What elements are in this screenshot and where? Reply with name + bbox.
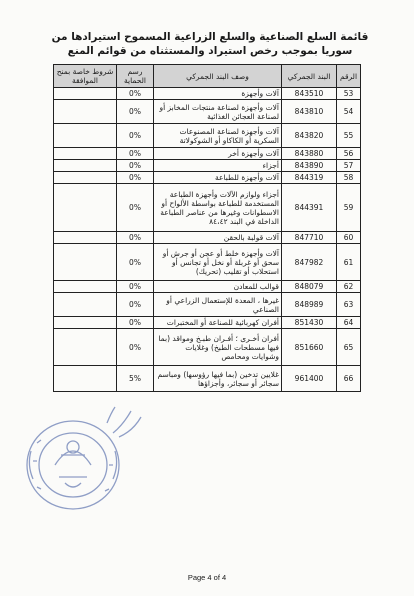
row-description: آلات وأجهزة خلط أو عجن أو جرش أو سحق أو غربلة أو نخل أو تجانس أو استحلاب أو تقليب (تحريك) xyxy=(154,244,282,281)
row-protection-fee: 0% xyxy=(117,148,154,160)
row-special-conditions xyxy=(54,148,117,160)
row-protection-fee: 0% xyxy=(117,232,154,244)
table-row xyxy=(54,172,361,184)
table-row xyxy=(54,244,361,281)
row-customs-code: 961400 xyxy=(282,366,337,392)
row-description: غيرها ، المعدة للإستعمال الزراعي أو الصناعي xyxy=(154,293,282,317)
row-special-conditions xyxy=(54,366,117,392)
row-protection-fee: 0% xyxy=(117,160,154,172)
row-customs-code: 848989 xyxy=(282,293,337,317)
row-special-conditions xyxy=(54,100,117,124)
header-number: الرقم xyxy=(337,65,361,88)
row-customs-code: 843810 xyxy=(282,100,337,124)
row-number: 62 xyxy=(337,281,361,293)
row-protection-fee: 0% xyxy=(117,100,154,124)
row-number: 65 xyxy=(337,329,361,366)
row-customs-code: 851660 xyxy=(282,329,337,366)
table-row xyxy=(54,329,361,366)
row-number: 63 xyxy=(337,293,361,317)
row-description: أفران كهربائية للصناعة أو المختبرات xyxy=(154,317,282,329)
row-customs-code: 843820 xyxy=(282,124,337,148)
row-description: غلايين تدخين (بما فيها رؤوسها) ومباسم سجائر أو سجائر، وأجزاؤها xyxy=(154,366,282,392)
table-row xyxy=(54,160,361,172)
row-number: 55 xyxy=(337,124,361,148)
table-row xyxy=(54,124,361,148)
row-number: 61 xyxy=(337,244,361,281)
row-description: أجزاء ولوازم الآلات وأجهزة الطباعة المستخدمة للطباعة بواسطة الألواح أو الاسطوانات وغيرها من عناصر الطباعة الداخلة في البند ٨٤،٤٢ xyxy=(154,184,282,232)
header-description: وصف البند الجمركي xyxy=(154,65,282,88)
row-customs-code: 847710 xyxy=(282,232,337,244)
row-description: أجزاء xyxy=(154,160,282,172)
row-customs-code: 844319 xyxy=(282,172,337,184)
row-protection-fee: 0% xyxy=(117,244,154,281)
row-description: آلات وأجهزة للطباعة xyxy=(154,172,282,184)
table-row xyxy=(54,317,361,329)
table-row xyxy=(54,232,361,244)
document-title: قائمة السلع الصناعية والسلع الزراعية المسموح استيرادها من سوريا بموجب رخص استيراد والمستثناه من قوائم المنع xyxy=(51,31,369,57)
table-row xyxy=(54,100,361,124)
row-protection-fee: 0% xyxy=(117,184,154,232)
row-customs-code: 843880 xyxy=(282,148,337,160)
row-number: 53 xyxy=(337,88,361,100)
row-description: آلات قولبة بالحقن xyxy=(154,232,282,244)
row-description: قوالب للمعادن xyxy=(154,281,282,293)
row-customs-code: 847982 xyxy=(282,244,337,281)
header-protection-fee: رسم الحماية xyxy=(117,65,154,88)
row-customs-code: 844391 xyxy=(282,184,337,232)
row-description: أفران أخـرى ؛ أفـران طبـخ ومواقد (بما فيها مسطحات الطبخ) وغلايات وشوايات ومحامص xyxy=(154,329,282,366)
table-row xyxy=(54,184,361,232)
row-special-conditions xyxy=(54,172,117,184)
table-row xyxy=(54,366,361,392)
table-row xyxy=(54,293,361,317)
page-footer: Page 4 of 4 xyxy=(187,573,227,582)
row-special-conditions xyxy=(54,281,117,293)
row-number: 54 xyxy=(337,100,361,124)
row-protection-fee: 0% xyxy=(117,88,154,100)
goods-table xyxy=(53,64,361,392)
row-description: آلات وأجهزة لصناعة منتجات المخابز أو لصناعة العجائن الغذائية xyxy=(154,100,282,124)
row-description: آلات وأجهزة لصناعة المصنوعات السكرية أو الكاكاو أو الشوكولاتة xyxy=(154,124,282,148)
row-description: آلات وأجهزة xyxy=(154,88,282,100)
row-special-conditions xyxy=(54,184,117,232)
row-protection-fee: 0% xyxy=(117,172,154,184)
row-number: 59 xyxy=(337,184,361,232)
row-special-conditions xyxy=(54,317,117,329)
row-number: 56 xyxy=(337,148,361,160)
header-special-conditions: شروط خاصة بمنح الموافقة xyxy=(54,65,117,88)
row-customs-code: 851430 xyxy=(282,317,337,329)
row-number: 57 xyxy=(337,160,361,172)
row-number: 58 xyxy=(337,172,361,184)
row-special-conditions xyxy=(54,88,117,100)
row-special-conditions xyxy=(54,232,117,244)
official-stamp xyxy=(15,403,155,518)
table-header-row xyxy=(54,65,361,88)
row-description: آلات وأجهزة أخر xyxy=(154,148,282,160)
row-customs-code: 843890 xyxy=(282,160,337,172)
row-protection-fee: 0% xyxy=(117,281,154,293)
row-customs-code: 843510 xyxy=(282,88,337,100)
row-protection-fee: 0% xyxy=(117,329,154,366)
table-row xyxy=(54,281,361,293)
row-customs-code: 848079 xyxy=(282,281,337,293)
table-row xyxy=(54,148,361,160)
row-protection-fee: 0% xyxy=(117,317,154,329)
row-number: 64 xyxy=(337,317,361,329)
row-number: 60 xyxy=(337,232,361,244)
row-special-conditions xyxy=(54,124,117,148)
row-protection-fee: 5% xyxy=(117,366,154,392)
row-special-conditions xyxy=(54,160,117,172)
row-protection-fee: 0% xyxy=(117,124,154,148)
header-customs-code: البند الجمركي xyxy=(282,65,337,88)
row-special-conditions xyxy=(54,293,117,317)
row-special-conditions xyxy=(54,244,117,281)
row-number: 66 xyxy=(337,366,361,392)
table-row xyxy=(54,88,361,100)
row-protection-fee: 0% xyxy=(117,293,154,317)
row-special-conditions xyxy=(54,329,117,366)
